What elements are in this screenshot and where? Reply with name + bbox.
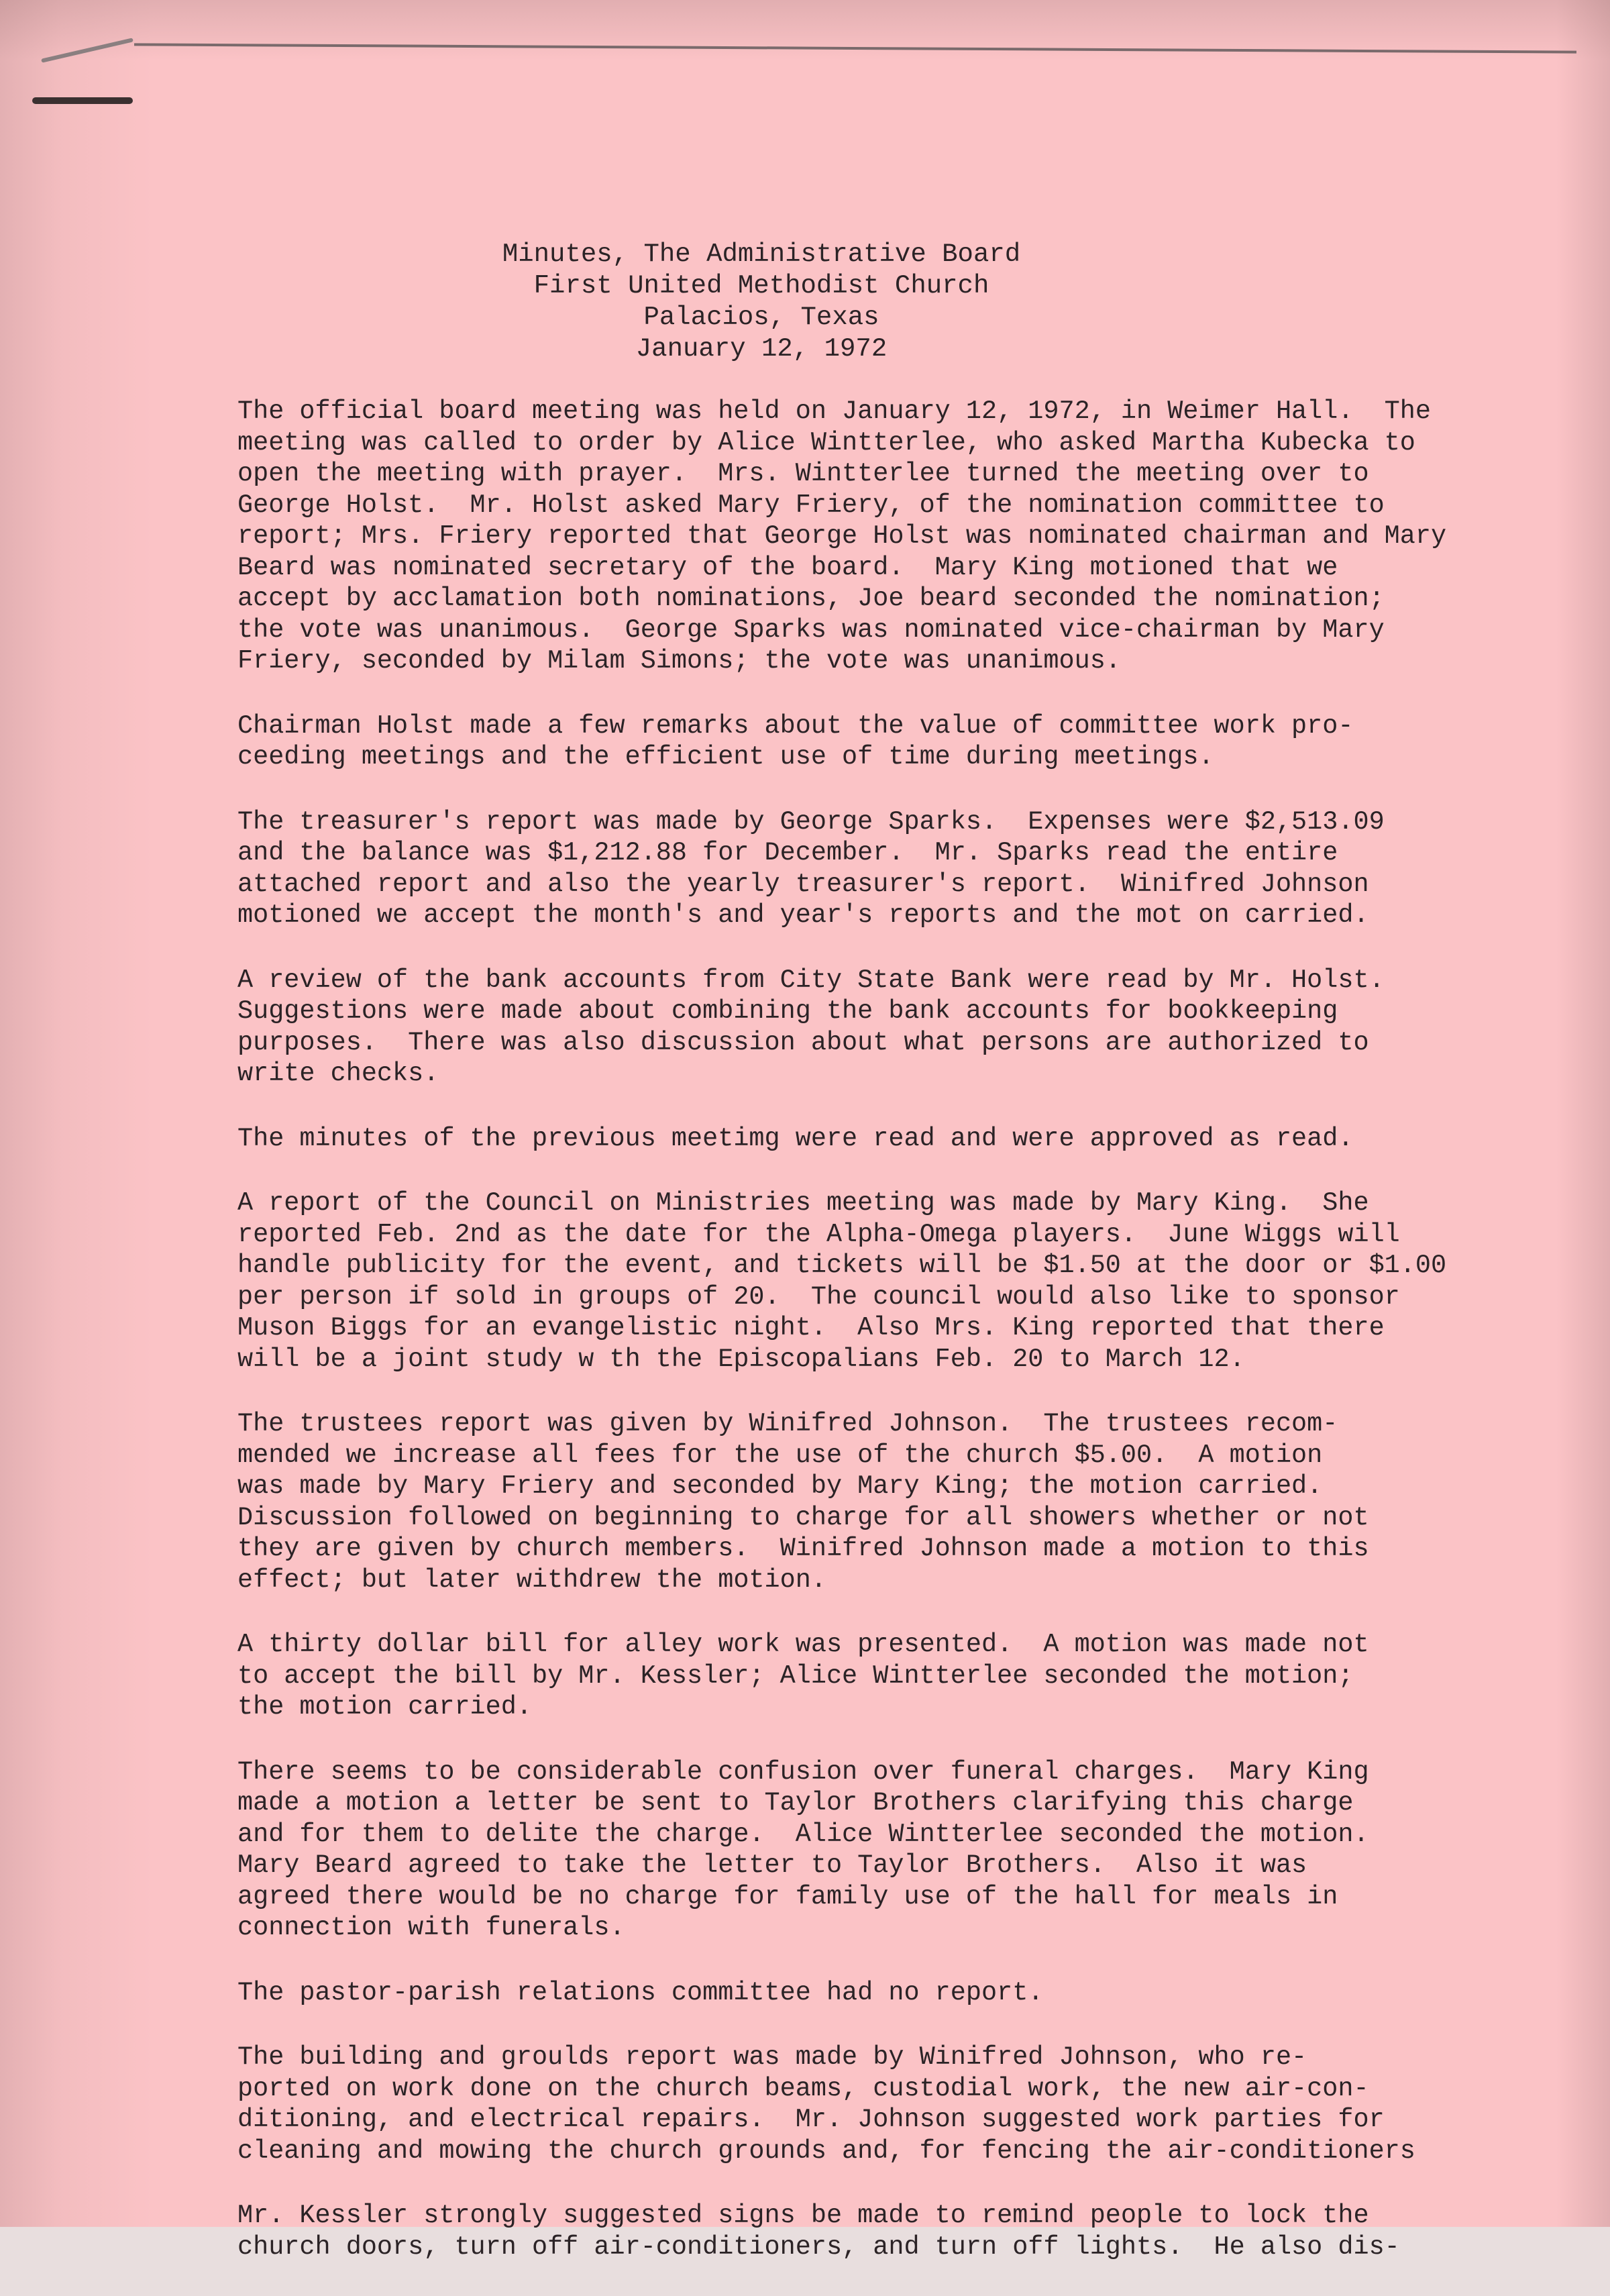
paragraph-line: church doors, turn off air-conditioners, and turn off lights. He also dis- (237, 2232, 1400, 2262)
paragraph-line: cleaning and mowing the church grounds and, for fencing the air-conditioners (237, 2136, 1415, 2166)
paragraph-line: to accept the bill by Mr. Kessler; Alice Wintterlee seconded the motion; (237, 1661, 1354, 1691)
paragraph-line: and for them to delite the charge. Alice Wintterlee seconded the motion. (237, 1819, 1369, 1849)
paragraph-line: ceeding meetings and the efficient use of time during meetings. (237, 742, 1214, 772)
header-organization: First United Methodist Church (533, 271, 989, 301)
paragraph-line: reported Feb. 2nd as the date for the Alpha-Omega players. June Wiggs will (237, 1219, 1400, 1249)
paragraph-line: agreed there would be no charge for family use of the hall for meals in (237, 1881, 1338, 1912)
paragraph-line: The official board meeting was held on January 12, 1972, in Weimer Hall. The (237, 397, 1431, 426)
minutes-paragraph (237, 1757, 1512, 1944)
paragraph-line: connection with funerals. (237, 1913, 625, 1942)
paragraph-line: ported on work done on the church beams, custodial work, the new air-con- (237, 2073, 1369, 2103)
paragraph-line: handle publicity for the event, and tickets will be $1.50 at the door or $1.00 (237, 1251, 1447, 1280)
paragraph-line: Suggestions were made about combining the bank accounts for bookkeeping (237, 996, 1338, 1026)
paragraph-line: the vote was unanimous. George Sparks was nominated vice-chairman by Mary (237, 615, 1385, 645)
paragraph-line: Mary Beard agreed to take the letter to Taylor Brothers. Also it was (237, 1850, 1307, 1880)
header-date: January 12, 1972 (635, 334, 888, 364)
paragraph-line: mended we increase all fees for the use of the church $5.00. A motion (237, 1440, 1323, 1470)
paragraph-line: will be a joint study w th the Episcopalians Feb. 20 to March 12. (237, 1344, 1245, 1374)
paragraph-line: The minutes of the previous meetimg were read and were approved as read. (237, 1123, 1354, 1153)
paragraph-line: The trustees report was given by Winifred Johnson. The trustees recom- (237, 1409, 1338, 1439)
minutes-paragraph (237, 1629, 1512, 1723)
paragraph-line: attached report and also the yearly treasurer's report. Winifred Johnson (237, 869, 1369, 899)
paragraph-line: and the balance was $1,212.88 for December. Mr. Sparks read the entire (237, 838, 1338, 868)
minutes-paragraph (237, 1977, 1512, 2009)
document-header (0, 239, 1523, 365)
paragraph-line: ditioning, and electrical repairs. Mr. Johnson suggested work parties for (237, 2105, 1385, 2134)
minutes-paragraph (237, 1188, 1512, 1375)
paragraph-line: accept by acclamation both nominations, Joe beard seconded the nomination; (237, 584, 1385, 613)
minutes-paragraph (237, 1408, 1512, 1596)
paragraph-line: they are given by church members. Winifred Johnson made a motion to this (237, 1534, 1369, 1563)
paragraph-line: per person if sold in groups of 20. The council would also like to sponsor (237, 1282, 1400, 1312)
paragraph-line: George Holst. Mr. Holst asked Mary Friery, of the nomination committee to (237, 490, 1385, 520)
minutes-paragraph (237, 965, 1512, 1090)
paragraph-line: Chairman Holst made a few remarks about the value of committee work pro- (237, 711, 1354, 741)
minutes-paragraph (237, 806, 1512, 931)
paragraph-line: effect; but later withdrew the motion. (237, 1565, 826, 1595)
paragraph-line: Discussion followed on beginning to charge for all showers whether or not (237, 1502, 1369, 1532)
paragraph-line: open the meeting with prayer. Mrs. Wintterlee turned the meeting over to (237, 459, 1369, 488)
paragraph-line: motioned we accept the month's and year's reports and the mot on carried. (237, 900, 1369, 930)
paragraph-line: purposes. There was also discussion about what persons are authorized to (237, 1027, 1369, 1057)
paragraph-line: A report of the Council on Ministries meeting was made by Mary King. She (237, 1188, 1369, 1218)
minutes-paragraph (237, 1123, 1512, 1155)
paragraph-line: Mr. Kessler strongly suggested signs be made to remind people to lock the (237, 2201, 1369, 2230)
paragraph-line: The pastor-parish relations committee had no report. (237, 1977, 1044, 2007)
paragraph-line: Friery, seconded by Milam Simons; the vote was unanimous. (237, 646, 1121, 676)
paragraph-line: report; Mrs. Friery reported that George Holst was nominated chairman and Mary (237, 521, 1447, 551)
paragraph-line: Muson Biggs for an evangelistic night. Also Mrs. King reported that there (237, 1313, 1385, 1343)
staple-hole-mark (32, 97, 133, 104)
paragraph-line: Beard was nominated secretary of the board. Mary King motioned that we (237, 552, 1338, 582)
right-edge-shadow (1556, 0, 1610, 2227)
paragraph-line: was made by Mary Friery and seconded by Mary King; the motion carried. (237, 1471, 1323, 1501)
paragraph-line: The building and groulds report was made by Winifred Johnson, who re- (237, 2042, 1307, 2072)
minutes-paragraph (237, 2200, 1512, 2262)
paragraph-line: There seems to be considerable confusion over funeral charges. Mary King (237, 1757, 1369, 1787)
paragraph-line: write checks. (237, 1059, 439, 1088)
minutes-paragraph (237, 396, 1512, 677)
paragraph-line: the motion carried. (237, 1692, 532, 1722)
header-title: Minutes, The Administrative Board (502, 240, 1021, 269)
header-location: Palacios, Texas (643, 303, 879, 332)
paragraph-line: made a motion a letter be sent to Taylor Brothers clarifying this charge (237, 1788, 1354, 1818)
minutes-body (237, 396, 1512, 2296)
paragraph-line: A thirty dollar bill for alley work was presented. A motion was made not (237, 1630, 1369, 1659)
paragraph-line: The treasurer's report was made by George Sparks. Expenses were $2,513.09 (237, 806, 1385, 837)
paragraph-line: meeting was called to order by Alice Wintterlee, who asked Martha Kubecka to (237, 427, 1415, 458)
minutes-paragraph (237, 711, 1512, 773)
paragraph-line: A review of the bank accounts from City State Bank were read by Mr. Holst. (237, 965, 1385, 995)
minutes-paragraph (237, 2042, 1512, 2167)
